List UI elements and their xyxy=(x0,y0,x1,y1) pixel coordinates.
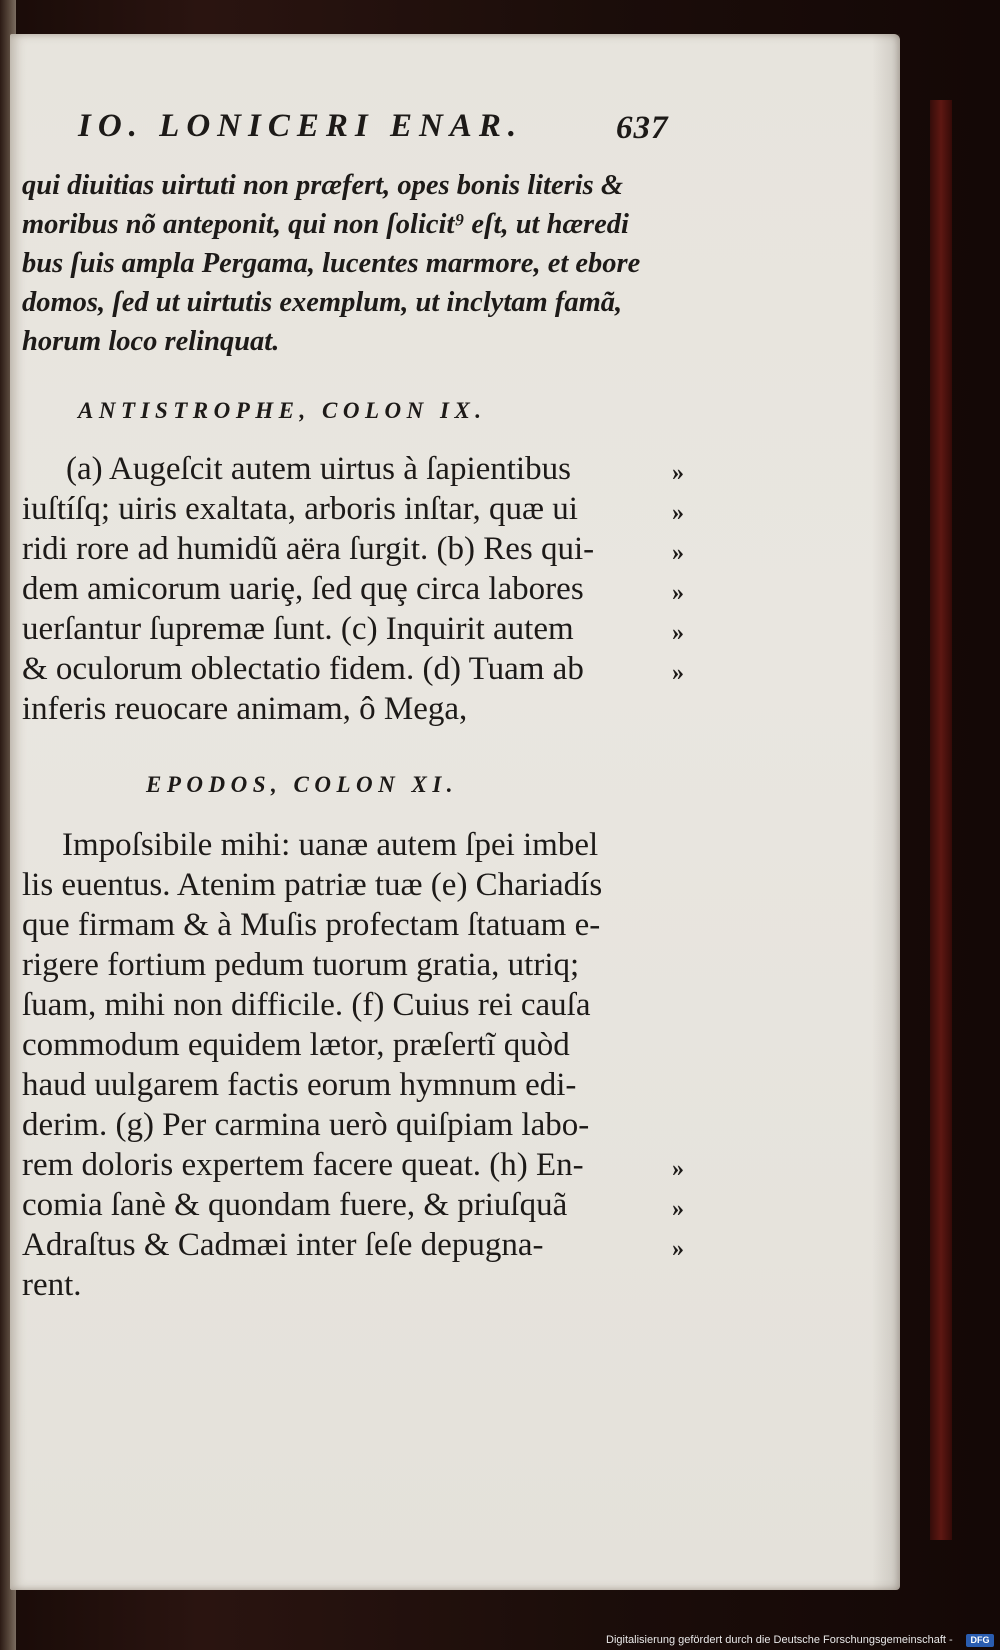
italic-line: moribus nõ anteponit, qui non ſolicit⁹ eſt, ut hæredi xyxy=(22,209,629,240)
verse-line: Impoſsibile mihi: uanæ autem ſpei imbel xyxy=(62,827,599,863)
quotation-mark: » xyxy=(672,460,683,486)
dfg-logo: DFG xyxy=(966,1634,994,1647)
digitization-credit: Digitalisierung gefördert durch die Deutsche Forschungsgemeinschaft - xyxy=(606,1634,953,1646)
verse-line: ſuam, mihi non difficile. (f) Cuius rei cauſa xyxy=(22,987,591,1023)
section-heading-antistrophe: ANTISTROPHE, COLON IX. xyxy=(78,398,487,423)
running-header: IO. LONICERI ENAR. xyxy=(78,108,524,144)
verse-line: ridi rore ad humidũ aëra ſurgit. (b) Res qui- xyxy=(22,531,595,567)
quotation-mark: » xyxy=(672,620,683,646)
verse-line: iuſtíſq; uiris exaltata, arboris inſtar, quæ ui xyxy=(22,491,578,527)
quotation-mark: » xyxy=(672,1236,683,1262)
quotation-mark: » xyxy=(672,540,683,566)
quotation-mark: » xyxy=(672,1196,683,1222)
verse-line: rent. xyxy=(22,1267,82,1303)
verse-line: lis euentus. Atenim patriæ tuæ (e) Chariadís xyxy=(22,867,603,903)
italic-line: horum loco relinquat. xyxy=(22,326,280,357)
italic-line: domos, ſed ut uirtutis exemplum, ut inclytam famã, xyxy=(22,287,623,318)
quotation-mark: » xyxy=(672,580,683,606)
verse-line: inferis reuocare animam, ô Mega, xyxy=(22,691,468,727)
verse-line: derim. (g) Per carmina uerò quiſpiam labo- xyxy=(22,1107,590,1143)
verse-line: uerſantur ſupremæ ſunt. (c) Inquirit autem xyxy=(22,611,574,647)
quotation-mark: » xyxy=(672,500,683,526)
section-heading-epodos: EPODOS, COLON XI. xyxy=(146,772,459,797)
verse-line: rigere fortium pedum tuorum gratia, utriq; xyxy=(22,947,580,983)
quotation-mark: » xyxy=(672,1156,683,1182)
verse-line: & oculorum oblectatio fidem. (d) Tuam ab xyxy=(22,651,584,687)
quotation-mark: » xyxy=(672,660,683,686)
verse-line: comia ſanè & quondam fuere, & priuſquã xyxy=(22,1187,568,1223)
italic-line: qui diuitias uirtuti non præfert, opes bonis literis & xyxy=(22,170,624,201)
verse-line: commodum equidem lætor, præſertĩ quòd xyxy=(22,1027,570,1063)
verse-line: dem amicorum uariȩ, ſed quȩ circa labores xyxy=(22,571,584,607)
verse-line: Adraſtus & Cadmæi inter ſeſe depugna- xyxy=(22,1227,544,1263)
page-number: 637 xyxy=(616,110,669,146)
binding-strip xyxy=(930,100,952,1540)
page-shadow xyxy=(872,34,900,1590)
verse-line: haud uulgarem factis eorum hymnum edi- xyxy=(22,1067,577,1103)
verse-line: que firmam & à Muſis profectam ſtatuam e- xyxy=(22,907,601,943)
verse-line: rem doloris expertem facere queat. (h) En- xyxy=(22,1147,584,1183)
verse-line: (a) Augeſcit autem uirtus à ſapientibus xyxy=(66,451,571,487)
italic-line: bus ſuis ampla Pergama, lucentes marmore, et ebore xyxy=(22,248,641,279)
